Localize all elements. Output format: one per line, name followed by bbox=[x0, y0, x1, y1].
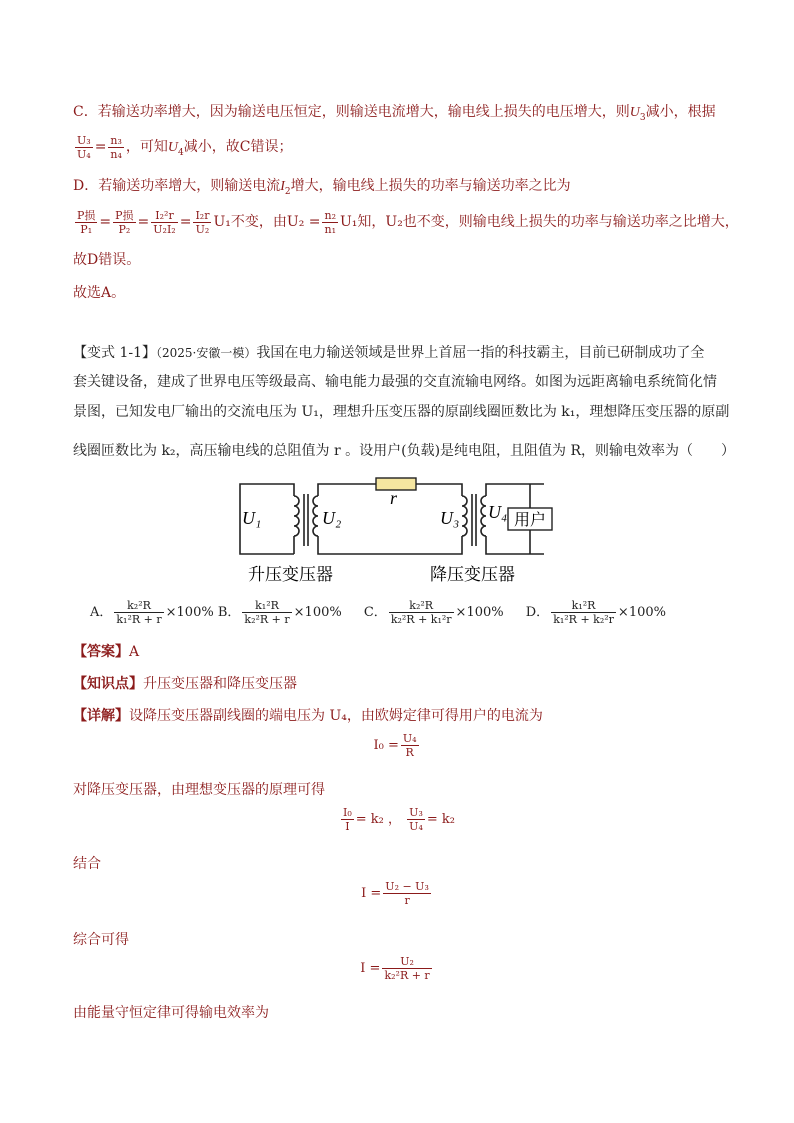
var-u3: U bbox=[629, 105, 640, 120]
frac-i2r bbox=[151, 209, 177, 236]
choice-tail: ×100% bbox=[165, 605, 214, 620]
sub-2: 2 bbox=[284, 186, 291, 197]
user-label: 用户 bbox=[513, 510, 547, 529]
choices-row bbox=[90, 596, 666, 630]
eq-lhs: I = bbox=[360, 961, 381, 976]
equation-4 bbox=[0, 955, 794, 982]
frac-num: U₄ bbox=[402, 732, 417, 745]
option-d-mid2: U₁知，U₂也不变，则输电线上损失的功率与输送功率之比增大， bbox=[339, 214, 739, 230]
eq-lhs: I₀ = bbox=[373, 738, 399, 753]
choice-a[interactable] bbox=[90, 599, 214, 626]
choice-frac bbox=[551, 599, 616, 626]
frac-den: I bbox=[345, 820, 350, 833]
eq-frac bbox=[383, 880, 431, 907]
detail-label: 【详解】 bbox=[73, 708, 129, 724]
choice-label: B． bbox=[217, 605, 241, 620]
equation-3 bbox=[0, 880, 794, 907]
frac-den: r bbox=[404, 894, 410, 907]
step-down-secondary-coil bbox=[481, 496, 486, 536]
frac-num: k₁²R bbox=[551, 599, 616, 613]
frac-den: n₄ bbox=[110, 147, 122, 161]
detail-text-2: 对降压变压器，由理想变压器的原理可得 bbox=[73, 782, 325, 798]
option-c-line1 bbox=[73, 102, 716, 128]
frac-den: U₂I₂ bbox=[153, 222, 176, 236]
frac-num: k₂²R bbox=[389, 599, 454, 613]
step-down-label: 降压变压器 bbox=[430, 565, 515, 585]
choice-label: C． bbox=[363, 605, 387, 620]
frac-num: n₃ bbox=[110, 133, 122, 147]
problem-line3: 景图，已知发电厂输出的交流电压为 U₁，理想升压变压器的原副线圈匝数比为 k₁，理想降压变压器的原副 bbox=[73, 404, 730, 420]
option-d-eq-u2: U₂ = bbox=[286, 214, 321, 230]
option-c-tail: 减小，根据 bbox=[645, 104, 716, 120]
frac-num: n₂ bbox=[324, 208, 336, 222]
option-c-text: C．若输送功率增大，因为输送电压恒定，则输送电流增大，输电线上损失的电压增大，则 bbox=[73, 104, 630, 120]
transmission-circuit-diagram bbox=[230, 474, 570, 586]
knowledge-label: 【知识点】 bbox=[73, 676, 143, 692]
choice-b[interactable] bbox=[217, 599, 342, 626]
frac-u3-u4 bbox=[75, 134, 93, 161]
choice-d[interactable] bbox=[525, 599, 666, 626]
option-d-line3: 故D错误。 bbox=[73, 252, 141, 268]
detail-text-4: 综合可得 bbox=[73, 932, 129, 948]
frac-num: k₁²R bbox=[242, 599, 291, 613]
final-choice: 故选A。 bbox=[73, 285, 126, 301]
detail-text: 设降压变压器副线圈的端电压为 U₄，由欧姆定律可得用户的电流为 bbox=[129, 708, 543, 724]
detail-text-5: 由能量守恒定律可得输电效率为 bbox=[73, 1005, 269, 1021]
choice-c[interactable] bbox=[363, 599, 504, 626]
option-d-text: D．若输送功率增大，则输送电流 bbox=[73, 178, 281, 194]
frac-den: U₄ bbox=[77, 147, 91, 161]
choice-frac bbox=[114, 599, 163, 626]
eq-frac bbox=[401, 732, 419, 759]
problem-line1 bbox=[73, 343, 704, 363]
u2-label: U₂ bbox=[322, 508, 342, 528]
frac-num: U₂ − U₃ bbox=[385, 880, 429, 893]
frac-num: P损 bbox=[115, 208, 134, 222]
sub-4: 4 bbox=[178, 147, 184, 158]
frac-den: k₁²R + r bbox=[116, 613, 162, 626]
frac-den: P₂ bbox=[118, 222, 131, 236]
eq-frac-i0-i bbox=[341, 806, 354, 833]
var-i2: I bbox=[280, 179, 285, 194]
u1-label: U₁ bbox=[242, 508, 262, 528]
knowledge-line bbox=[73, 674, 297, 694]
frac-n3-n4 bbox=[108, 134, 124, 161]
answer-value: A bbox=[129, 644, 140, 660]
frac-num: U₃ bbox=[77, 133, 91, 147]
frac-n2-n1 bbox=[322, 209, 338, 236]
frac-den: U₂ bbox=[195, 222, 210, 236]
frac-den: k₂²R + r bbox=[244, 613, 290, 626]
frac-num: I₀ bbox=[343, 806, 352, 819]
problem-tag: 【变式 1-1】 bbox=[73, 345, 156, 361]
option-d-mid1: U₁不变，由 bbox=[213, 214, 287, 230]
choice-frac bbox=[389, 599, 454, 626]
frac-den: U₄ bbox=[409, 820, 423, 833]
frac-num: P损 bbox=[77, 208, 96, 222]
problem-source: （2025·安徽一模） bbox=[156, 346, 257, 360]
frac-den: k₂²R + k₁²r bbox=[390, 613, 452, 626]
frac-ploss-p1 bbox=[75, 209, 97, 236]
frac-den: n₁ bbox=[324, 222, 336, 236]
option-d-tail: 增大，输电线上损失的功率与输送功率之比为 bbox=[290, 178, 571, 194]
frac-ploss-p2 bbox=[113, 209, 135, 236]
step-up-primary-coil bbox=[294, 496, 299, 554]
answer-label: 【答案】 bbox=[73, 644, 129, 660]
equation-2 bbox=[0, 806, 794, 833]
sub-3: 3 bbox=[639, 112, 646, 123]
choice-label: D． bbox=[525, 605, 550, 620]
equation-1 bbox=[0, 732, 794, 759]
frac-den: R bbox=[405, 746, 414, 759]
eq-rhs: = k₂ ， bbox=[355, 812, 402, 827]
u4-label: U₄ bbox=[488, 502, 508, 522]
frac-num: U₃ bbox=[409, 806, 423, 819]
choice-tail: ×100% bbox=[617, 605, 666, 620]
r-label: r bbox=[390, 488, 398, 508]
option-c-mid: ，可知 bbox=[125, 139, 168, 155]
step-up-secondary-coil bbox=[313, 496, 318, 536]
frac-num: I₂²r bbox=[151, 209, 177, 223]
option-c-line2: $\frac{\text{U₃}}{\text{U₄}}$ = $\frac{\text{n₃}}{\text{n₄}}$ ，可知$U_4$减小，故C错误； bbox=[77, 133, 293, 161]
detail-text-3: 结合 bbox=[73, 856, 101, 872]
choice-frac bbox=[242, 599, 291, 626]
frac-num: U₂ bbox=[382, 955, 431, 969]
knowledge-value: 升压变压器和降压变压器 bbox=[143, 676, 297, 692]
problem-line2: 套关键设备，建成了世界电压等级最高、输电能力最强的交直流输电网络。如图为远距离输电系统简化情 bbox=[73, 374, 717, 390]
option-d-line1 bbox=[73, 176, 571, 202]
eq-lhs: I = bbox=[361, 886, 382, 901]
eq-frac bbox=[382, 955, 431, 982]
step-down-primary-coil bbox=[462, 496, 467, 536]
option-c-tail2: 减小，故C错误； bbox=[183, 139, 293, 155]
frac-num: I₂r bbox=[195, 208, 210, 222]
var-u4: U bbox=[167, 140, 179, 155]
u3-label: U₃ bbox=[440, 508, 460, 528]
step-up-label: 升压变压器 bbox=[248, 565, 333, 585]
problem-line4: 线圈匝数比为 k₂，高压输电线的总阻值为 r 。设用户(负载)是纯电阻，且阻值为 R，则输电效率为（ ） bbox=[73, 443, 736, 459]
frac-num: k₂²R bbox=[114, 599, 163, 613]
eq-rhs: = k₂ bbox=[426, 812, 455, 827]
frac-den: k₁²R + k₂²r bbox=[553, 613, 614, 626]
choice-tail: ×100% bbox=[455, 605, 504, 620]
choice-tail: ×100% bbox=[293, 605, 342, 620]
frac-den: k₂²R + r bbox=[384, 969, 430, 982]
problem-text1: 我国在电力输送领域是世界上首屈一指的科技霸主，目前已研制成功了全 bbox=[256, 345, 705, 361]
frac-i2r-u2 bbox=[193, 209, 211, 236]
option-d-line2: $\frac{\text{P损}}{\text{P₁}}$ = $\frac{\text{P损}}{\text{P₂}}$ = $\frac{\text{I₂²r}}{\text{U₂I₂}}$ = $\frac{\text{I₂r}}{\text{U₂}}$ U₁不变，由U₂ = $\frac{\text{n₂}}{\text{n₁}}$ U₁知，U₂也不变，则输电线上损失的功率与输送功率之比增大， bbox=[77, 208, 739, 236]
frac-den: P₁ bbox=[80, 222, 93, 236]
choice-label: A． bbox=[90, 605, 113, 620]
answer-line bbox=[73, 642, 139, 662]
eq-frac-u3-u4 bbox=[407, 806, 425, 833]
detail-line bbox=[73, 706, 543, 726]
